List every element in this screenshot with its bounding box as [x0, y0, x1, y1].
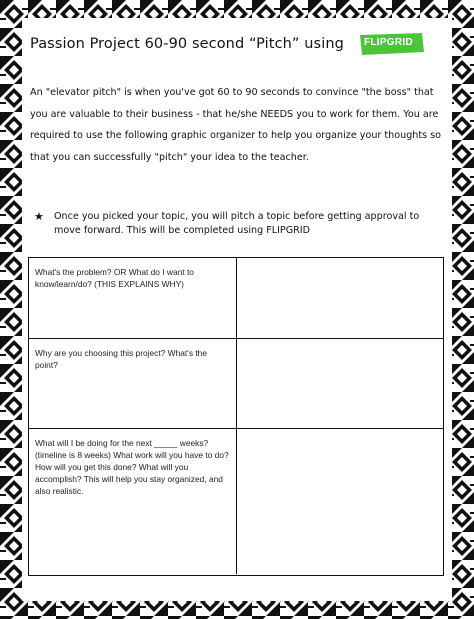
flipgrid-logo	[358, 32, 426, 56]
graphic-organizer-table	[28, 257, 444, 576]
page-title: Passion Project 60-90 second “Pitch” using	[30, 36, 344, 52]
flipgrid-logo-text: FLIPGRID	[363, 37, 414, 48]
content-area	[22, 18, 452, 601]
intro-paragraph: An "elevator pitch" is when you've got 60 to 90 seconds to convince "the boss" that you are valuable to their business - that he/she NEEDS you to work for them. You are required to use the following graphic organizer to help you organize your thoughts so that you can successfully "pitch" your idea to the teacher.	[30, 87, 442, 163]
table-row	[29, 339, 443, 429]
instruction-text: Once you picked your topic, you will pitch a topic before getting approval to move forward. This will be completed using FLIPGRID	[54, 211, 420, 236]
answer-cell[interactable]	[237, 258, 443, 338]
question-cell: Why are you choosing this project? What's the point?	[29, 339, 237, 428]
star-bullet-icon: ★	[34, 210, 44, 223]
table-row	[29, 258, 443, 339]
instruction-bullet	[34, 210, 434, 238]
answer-cell[interactable]	[237, 429, 443, 574]
question-cell: What's the problem? OR What do I want to know/learn/do? (THIS EXPLAINS WHY)	[29, 258, 237, 338]
answer-cell[interactable]	[237, 339, 443, 428]
title-row	[30, 30, 444, 58]
table-row	[29, 429, 443, 574]
question-cell: What will I be doing for the next _____ weeks? (timeline is 8 weeks) What work will you have to do? How will you get this done? What will you accomplish? This will help you stay organized, and also realistic.	[29, 429, 237, 574]
